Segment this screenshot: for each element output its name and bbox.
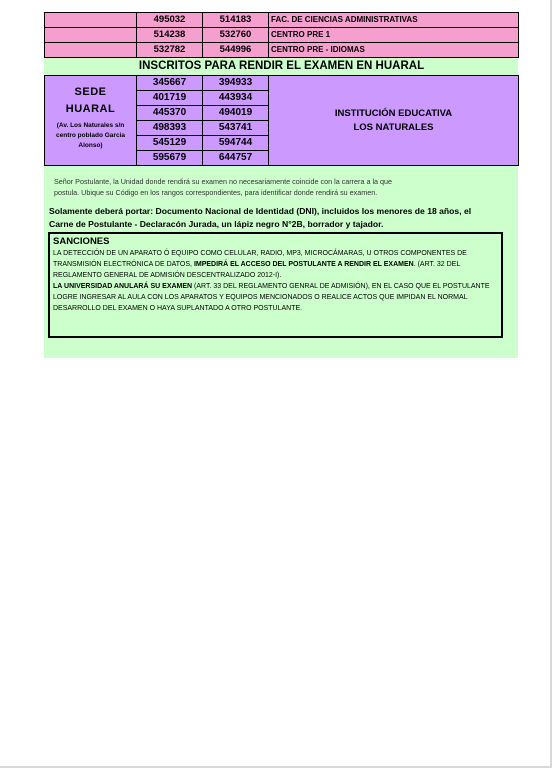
sanciones-text: (ART. 33 DEL REGLAMENTO GENRAL DE ADMISIÓN), EN EL CASO QUE EL POSTULANTE LOGRE INGRESAR AL AULA CON LOS APARATOS Y EQUIPOS MENCIONADOS O REALICE ACTOS QUE IMPIDAN EL NORMAL DESARROLLO DEL EXAMEN O HAYA SUPLANTADO A OTRO POSTULANTE. <box>53 283 490 312</box>
table-row <box>45 28 519 43</box>
range-to: 594744 <box>203 136 269 151</box>
sanciones-emphasis: LA UNIVERSIDAD ANULARÁ SU EXAMEN <box>53 283 193 290</box>
institution-line1: INSTITUCIÓN EDUCATIVA <box>334 107 453 119</box>
top-ranges-table <box>44 12 519 58</box>
range-from: 445370 <box>137 106 203 121</box>
unit-name: CENTRO PRE 1 <box>269 28 519 43</box>
range-to: 443934 <box>203 91 269 106</box>
pink-spacer-cell <box>45 43 137 58</box>
sanciones-paragraph-2 <box>53 281 498 314</box>
table-row <box>45 13 519 28</box>
pink-spacer-cell <box>45 28 137 43</box>
range-from: 514238 <box>137 28 203 43</box>
pink-spacer-cell <box>45 13 137 28</box>
sanciones-text: . (ART. 32 DEL REGLAMENTO GENERAL DE ADMISIÓN DESCENTRALIZADO 2012-I). <box>53 261 460 279</box>
sanciones-emphasis: IMPEDIRÁ EL ACCESO DEL POSTULANTE A RENDIR EL EXAMEN <box>193 261 414 268</box>
range-from: 595679 <box>137 151 203 166</box>
table-row <box>45 76 519 91</box>
sede-address-line2: centro poblado Garcia <box>56 132 125 139</box>
range-to: 494019 <box>203 106 269 121</box>
range-to: 644757 <box>203 151 269 166</box>
unit-name: CENTRO PRE - IDIOMAS <box>269 43 519 58</box>
range-from: 401719 <box>137 91 203 106</box>
sede-cell <box>45 76 137 166</box>
range-to: 532760 <box>203 28 269 43</box>
portar-line: Solamente deberá portar: Documento Nacional de Identidad (DNI), incluidos los menores de 18 años, el <box>49 206 472 216</box>
notes-area <box>44 166 518 358</box>
portar-line: Carne de Postulante - Declaracón Jurada, un lápiz negro N°2B, borrador y tajador. <box>49 218 384 229</box>
range-from: 345667 <box>137 76 203 91</box>
range-to: 544996 <box>203 43 269 58</box>
sede-name-line1: SEDE <box>74 86 107 98</box>
postulante-note <box>54 176 494 198</box>
portar-instructions <box>49 205 514 230</box>
sede-address-line3: Alonso) <box>78 142 103 149</box>
sede-name-line2: HUARAL <box>65 103 116 115</box>
sanciones-title: SANCIONES <box>53 236 110 247</box>
range-to: 514183 <box>203 13 269 28</box>
sanciones-box <box>48 232 503 338</box>
institution-cell <box>269 76 519 166</box>
range-from: 532782 <box>137 43 203 58</box>
sede-address-line1: (Av. Los Naturales s/n <box>56 122 125 129</box>
sanciones-text: LA DETECCIÓN DE UN APARATO Ó EQUIPO COMO CELULAR, RADIO, MP3, MICROCÁMARAS, U OTROS COMPONENTES DE TRANSMISIÓN ELECTRÓNICA DE DATOS, <box>53 250 467 268</box>
unit-name: FAC. DE CIENCIAS ADMINISTRATIVAS <box>269 13 519 28</box>
range-to: 394933 <box>203 76 269 91</box>
note-line: Señor Postulante, la Unidad donde rendirá su examen no necesariamente coincide con la carrera a la que <box>54 177 393 186</box>
institution-line2: LOS NATURALES <box>353 121 434 133</box>
note-line: postula. Ubique su Código en los rangos correspondientes, para identificar donde rendirá su examen. <box>54 188 378 197</box>
table-row <box>45 43 519 58</box>
range-from: 498393 <box>137 121 203 136</box>
range-from: 545129 <box>137 136 203 151</box>
range-from: 495032 <box>137 13 203 28</box>
section-title: INSCRITOS PARA RENDIR EL EXAMEN EN HUARAL <box>44 58 518 75</box>
range-to: 543741 <box>203 121 269 136</box>
huaral-ranges-table <box>44 75 519 166</box>
spreadsheet-page <box>44 12 518 358</box>
sanciones-paragraph-1 <box>53 248 498 281</box>
